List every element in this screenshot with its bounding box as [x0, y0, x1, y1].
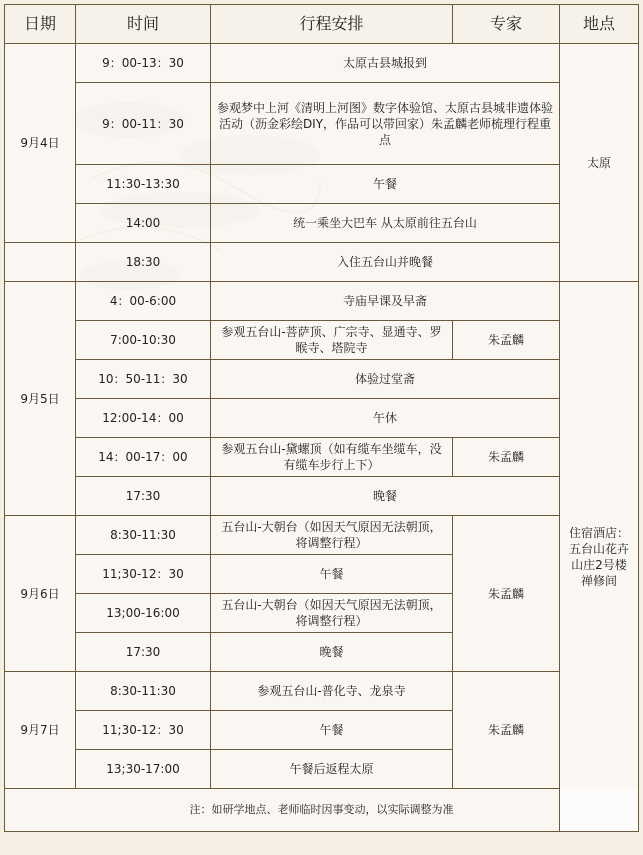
schedule-cell: 五台山-大朝台（如因天气原因无法朝顶，将调整行程）	[211, 516, 453, 555]
time-cell: 10：50-11：30	[76, 360, 211, 399]
time-cell: 9：00-11：30	[76, 83, 211, 165]
time-cell: 8:30-11:30	[76, 516, 211, 555]
table-row	[5, 399, 639, 438]
date-cell: 9月4日	[5, 44, 76, 243]
header-row	[5, 5, 639, 44]
schedule-cell: 午餐后返程太原	[211, 750, 453, 789]
date-cell-empty	[5, 243, 76, 282]
place-cell-taiyuan: 太原	[560, 44, 639, 282]
schedule-cell: 五台山-大朝台（如因天气原因无法朝顶，将调整行程）	[211, 594, 453, 633]
header-place: 地点	[560, 5, 639, 44]
expert-cell: 朱孟麟	[453, 672, 560, 789]
date-cell: 9月5日	[5, 282, 76, 516]
time-cell: 18:30	[76, 243, 211, 282]
schedule-cell: 体验过堂斋	[211, 360, 560, 399]
table-row	[5, 438, 639, 477]
header-date: 日期	[5, 5, 76, 44]
time-cell: 9：00-13：30	[76, 44, 211, 83]
schedule-cell: 寺庙早课及早斋	[211, 282, 560, 321]
table-row	[5, 204, 639, 243]
time-cell: 11:30-13:30	[76, 165, 211, 204]
table-row	[5, 83, 639, 165]
schedule-cell: 入住五台山并晚餐	[211, 243, 560, 282]
expert-cell: 朱孟麟	[453, 516, 560, 672]
date-cell: 9月7日	[5, 672, 76, 789]
schedule-cell: 参观五台山-普化寺、龙泉寺	[211, 672, 453, 711]
table-row	[5, 672, 639, 711]
table-row	[5, 321, 639, 360]
table-row	[5, 516, 639, 555]
table-row	[5, 282, 639, 321]
schedule-cell: 参观五台山-黛螺顶（如有缆车坐缆车，没有缆车步行上下）	[211, 438, 453, 477]
table-row	[5, 243, 639, 282]
table-row	[5, 360, 639, 399]
footnote: 注：如研学地点、老师临时因事变动，以实际调整为准	[5, 789, 639, 832]
table-row	[5, 44, 639, 83]
time-cell: 14：00-17：00	[76, 438, 211, 477]
header-time: 时间	[76, 5, 211, 44]
schedule-cell: 统一乘坐大巴车 从太原前往五台山	[211, 204, 560, 243]
time-cell: 7:00-10:30	[76, 321, 211, 360]
time-cell: 17:30	[76, 633, 211, 672]
schedule-cell: 太原古县城报到	[211, 44, 560, 83]
header-expert: 专家	[453, 5, 560, 44]
itinerary-table	[4, 4, 639, 832]
note-row	[5, 789, 639, 832]
expert-cell: 朱孟麟	[453, 321, 560, 360]
table-row	[5, 477, 639, 516]
schedule-cell: 午餐	[211, 555, 453, 594]
time-cell: 8:30-11:30	[76, 672, 211, 711]
schedule-cell: 参观梦中上河《清明上河图》数字体验馆、太原古县城非遗体验活动（沥金彩绘DIY，作品可以带回家）朱孟麟老师梳理行程重点	[211, 83, 560, 165]
expert-cell: 朱孟麟	[453, 438, 560, 477]
schedule-cell: 晚餐	[211, 633, 453, 672]
time-cell: 13;00-16:00	[76, 594, 211, 633]
schedule-cell: 参观五台山-菩萨顶、广宗寺、显通寺、罗睺寺、塔院寺	[211, 321, 453, 360]
time-cell: 12:00-14：00	[76, 399, 211, 438]
schedule-cell: 午餐	[211, 711, 453, 750]
date-cell: 9月6日	[5, 516, 76, 672]
time-cell: 17:30	[76, 477, 211, 516]
time-cell: 11;30-12：30	[76, 555, 211, 594]
table-row	[5, 165, 639, 204]
schedule-cell: 晚餐	[211, 477, 560, 516]
place-cell-hotel: 住宿酒店：五台山花卉山庄2号楼禅修间	[560, 282, 639, 832]
schedule-cell: 午餐	[211, 165, 560, 204]
time-cell: 13;30-17:00	[76, 750, 211, 789]
time-cell: 14:00	[76, 204, 211, 243]
time-cell: 4：00-6:00	[76, 282, 211, 321]
header-schedule: 行程安排	[211, 5, 453, 44]
time-cell: 11;30-12：30	[76, 711, 211, 750]
schedule-cell: 午休	[211, 399, 560, 438]
